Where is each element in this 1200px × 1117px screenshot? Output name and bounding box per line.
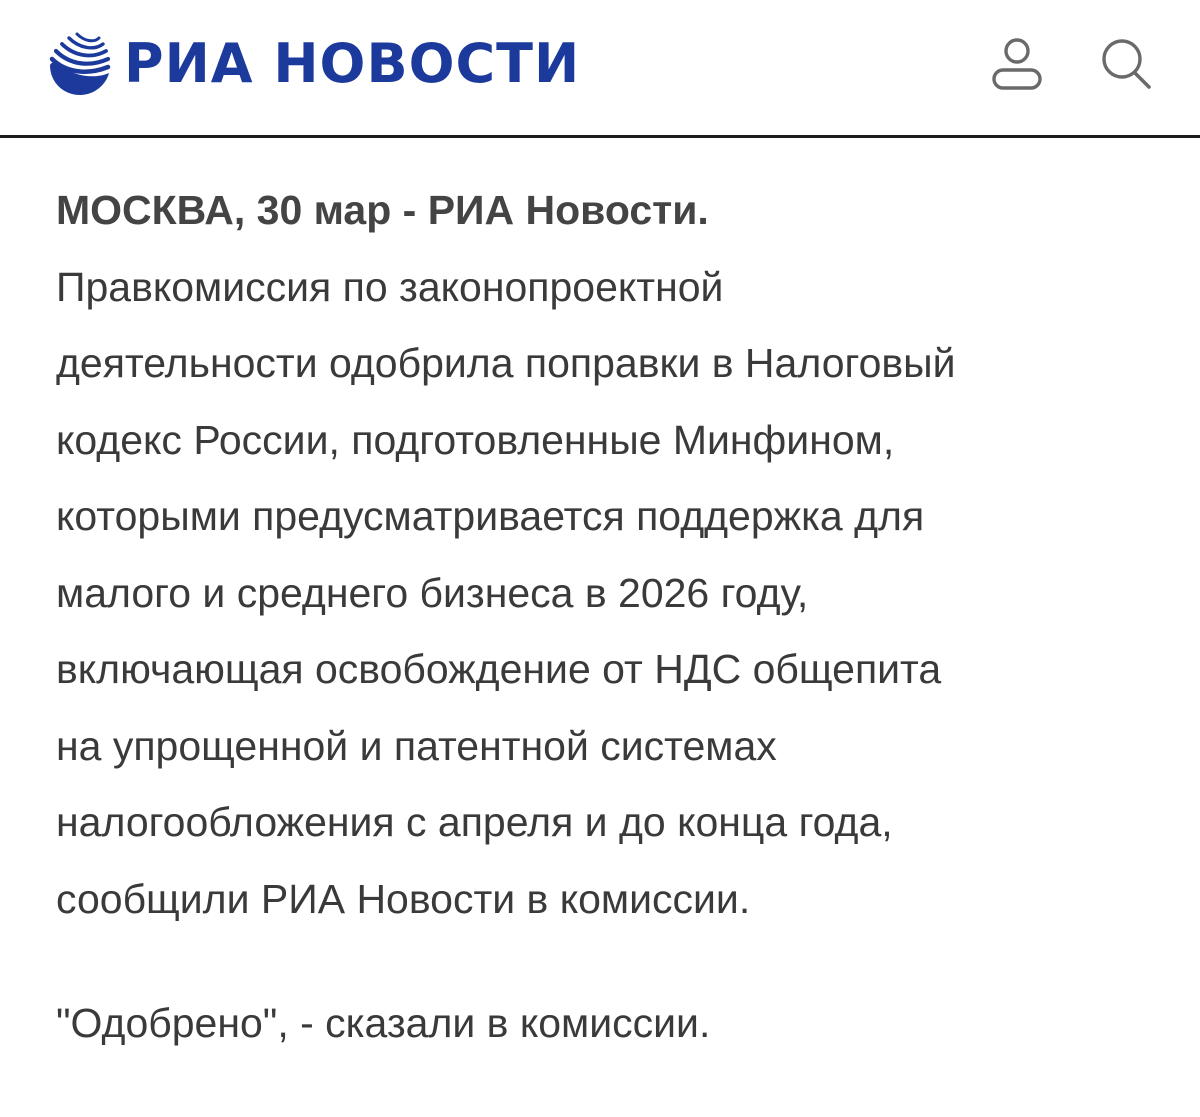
site-logo[interactable] bbox=[44, 28, 580, 100]
article-body bbox=[56, 172, 1156, 1062]
globe-logo-icon bbox=[44, 29, 114, 99]
lead-line: Правкомиссия по законопроектной bbox=[56, 263, 724, 310]
user-button[interactable] bbox=[988, 34, 1046, 94]
article-lead bbox=[56, 172, 1156, 937]
lead-line: малого и среднего бизнеса в 2026 году, bbox=[56, 569, 809, 616]
search-button[interactable] bbox=[1098, 34, 1156, 94]
site-header bbox=[0, 0, 1200, 138]
search-icon bbox=[1098, 34, 1156, 94]
lead-line: сообщили РИА Новости в комиссии. bbox=[56, 875, 751, 922]
article-quote: "Одобрено", - сказали в комиссии. bbox=[56, 1000, 711, 1046]
lead-line: деятельности одобрила поправки в Налоговый bbox=[56, 340, 956, 386]
lead-line: на упрощенной и патентной системах bbox=[56, 722, 777, 769]
lead-line: кодекс России, подготовленные Минфином, bbox=[56, 416, 895, 463]
lead-line: включающая освобождение от НДС общепита bbox=[56, 646, 942, 692]
user-icon bbox=[988, 34, 1046, 94]
lead-line: которыми предусматривается поддержка для bbox=[56, 493, 925, 539]
logo-text: РИА НОВОСТИ bbox=[124, 32, 581, 95]
lead-line: налогообложения с апреля и до конца года, bbox=[56, 799, 893, 845]
article-dateline: МОСКВА, 30 мар - РИА Новости. bbox=[56, 187, 709, 233]
